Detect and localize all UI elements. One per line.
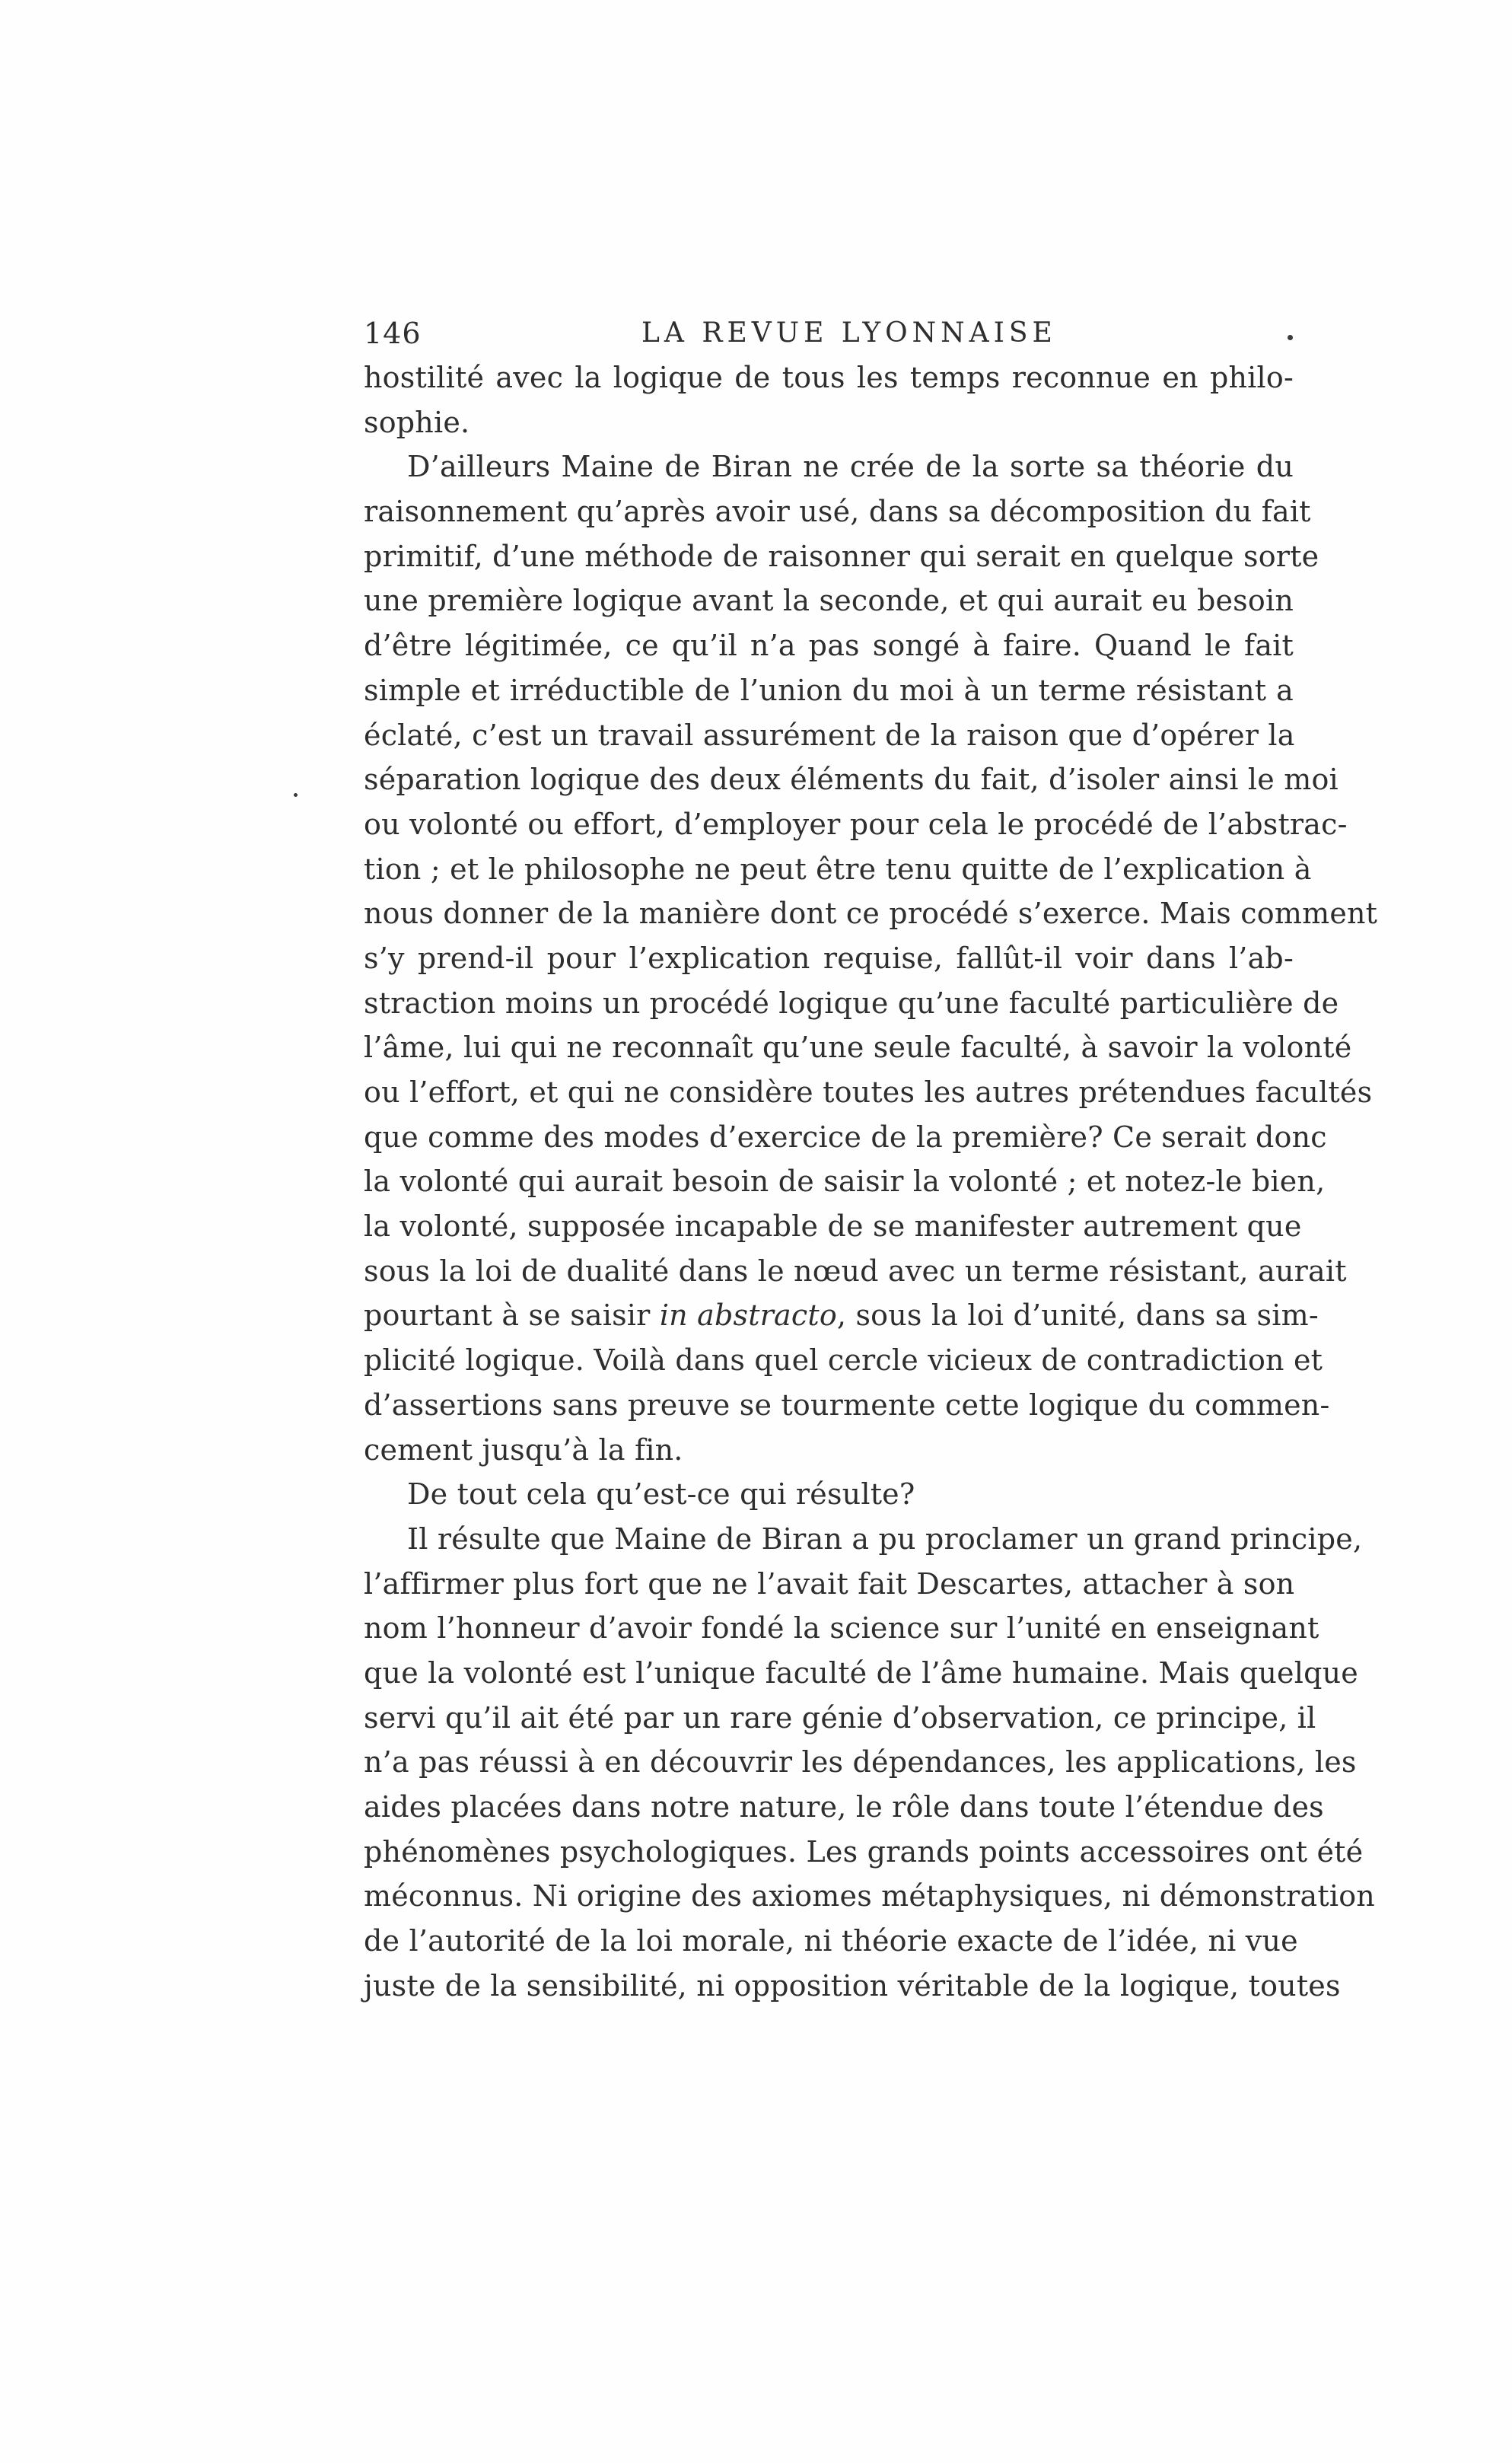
text-line: tion ; et le philosophe ne peut être tenu quitte de l’explication à	[364, 852, 1312, 886]
text-line: raisonnement qu’après avoir usé, dans sa décomposition du fait	[364, 495, 1311, 529]
text-line: une première logique avant la seconde, et qui aurait eu besoin	[364, 584, 1294, 618]
text-line: sophie.	[364, 405, 470, 439]
text-line: primitif, d’une méthode de raisonner qui serait en quelque sorte	[364, 539, 1319, 573]
text-line: l’âme, lui qui ne reconnaît qu’une seule faculté, à savoir la volonté	[364, 1031, 1352, 1065]
text-line: ou l’effort, et qui ne considère toutes les autres prétendues facultés	[364, 1075, 1373, 1109]
body-text	[364, 355, 1378, 2008]
text-line: aides placées dans notre nature, le rôle dans toute l’étendue des	[364, 1790, 1324, 1824]
text-line: éclaté, c’est un travail assurément de la raison que d’opérer la	[364, 718, 1295, 752]
text-line-with-italic	[364, 1293, 1319, 1338]
running-header	[364, 311, 1292, 356]
text-line: l’affirmer plus fort que ne l’avait fait Descartes, attacher à son	[364, 1566, 1295, 1601]
text-line: que comme des modes d’exercice de la première? Ce serait donc	[364, 1120, 1327, 1154]
text-line: d’être légitimée, ce qu’il n’a pas songé à faire. Quand le fait	[364, 629, 1294, 663]
text-line: d’assertions sans preuve se tourmente cette logique du commen-	[364, 1388, 1330, 1422]
text-line: straction moins un procédé logique qu’une faculté particulière de	[364, 986, 1339, 1020]
text-line: D’ailleurs Maine de Biran ne crée de la sorte sa théorie du	[407, 450, 1294, 484]
text-line: servi qu’il ait été par un rare génie d’observation, ce principe, il	[364, 1700, 1316, 1735]
text-segment: pourtant à se saisir	[364, 1298, 651, 1333]
text-line: hostilité avec la logique de tous les temps reconnue en philo-	[364, 361, 1294, 394]
text-line: s’y prend-il pour l’explication requise, fallût-il voir dans l’ab-	[364, 941, 1294, 975]
text-line: nous donner de la manière dont ce procédé s’exerce. Mais comment	[364, 897, 1378, 931]
journal-title: LA REVUE LYONNAISE	[641, 317, 1057, 349]
text-line: plicité logique. Voilà dans quel cercle vicieux de contradiction et	[364, 1343, 1323, 1378]
text-line: cement jusqu’à la fin.	[364, 1432, 683, 1467]
text-line: séparation logique des deux éléments du fait, d’isoler ainsi le moi	[364, 763, 1339, 797]
text-line: ou volonté ou effort, d’employer pour cela le procédé de l’abstrac-	[364, 807, 1348, 841]
italic-phrase: in abstracto	[659, 1298, 837, 1333]
text-line: phénomènes psychologiques. Les grands points accessoires ont été	[364, 1834, 1364, 1869]
text-line: que la volonté est l’unique faculté de l’âme humaine. Mais quelque	[364, 1655, 1358, 1690]
page-number: 146	[364, 317, 422, 350]
text-line: Il résulte que Maine de Biran a pu proclamer un grand principe,	[407, 1521, 1363, 1556]
text-line: de l’autorité de la loi morale, ni théorie exacte de l’idée, ni vue	[364, 1924, 1298, 1958]
text-line: la volonté qui aurait besoin de saisir la volonté ; et notez-le bien,	[364, 1165, 1326, 1199]
print-speck	[1288, 335, 1293, 340]
text-line: n’a pas réussi à en découvrir les dépendances, les applications, les	[364, 1745, 1357, 1780]
text-line: la volonté, supposée incapable de se manifester autrement que	[364, 1209, 1302, 1244]
text-line: De tout cela qu’est-ce qui résulte?	[407, 1477, 915, 1512]
text-line: méconnus. Ni origine des axiomes métaphysiques, ni démonstration	[364, 1879, 1375, 1913]
print-speck	[294, 793, 298, 797]
text-line: simple et irréductible de l’union du moi à un terme résistant a	[364, 673, 1294, 707]
text-line: nom l’honneur d’avoir fondé la science sur l’unité en enseignant	[364, 1611, 1319, 1646]
text-line: juste de la sensibilité, ni opposition véritable de la logique, toutes	[364, 1968, 1341, 2003]
text-line: sous la loi de dualité dans le nœud avec un terme résistant, aurait	[364, 1254, 1347, 1288]
text-segment: , sous la loi d’unité, dans sa sim-	[836, 1298, 1319, 1333]
